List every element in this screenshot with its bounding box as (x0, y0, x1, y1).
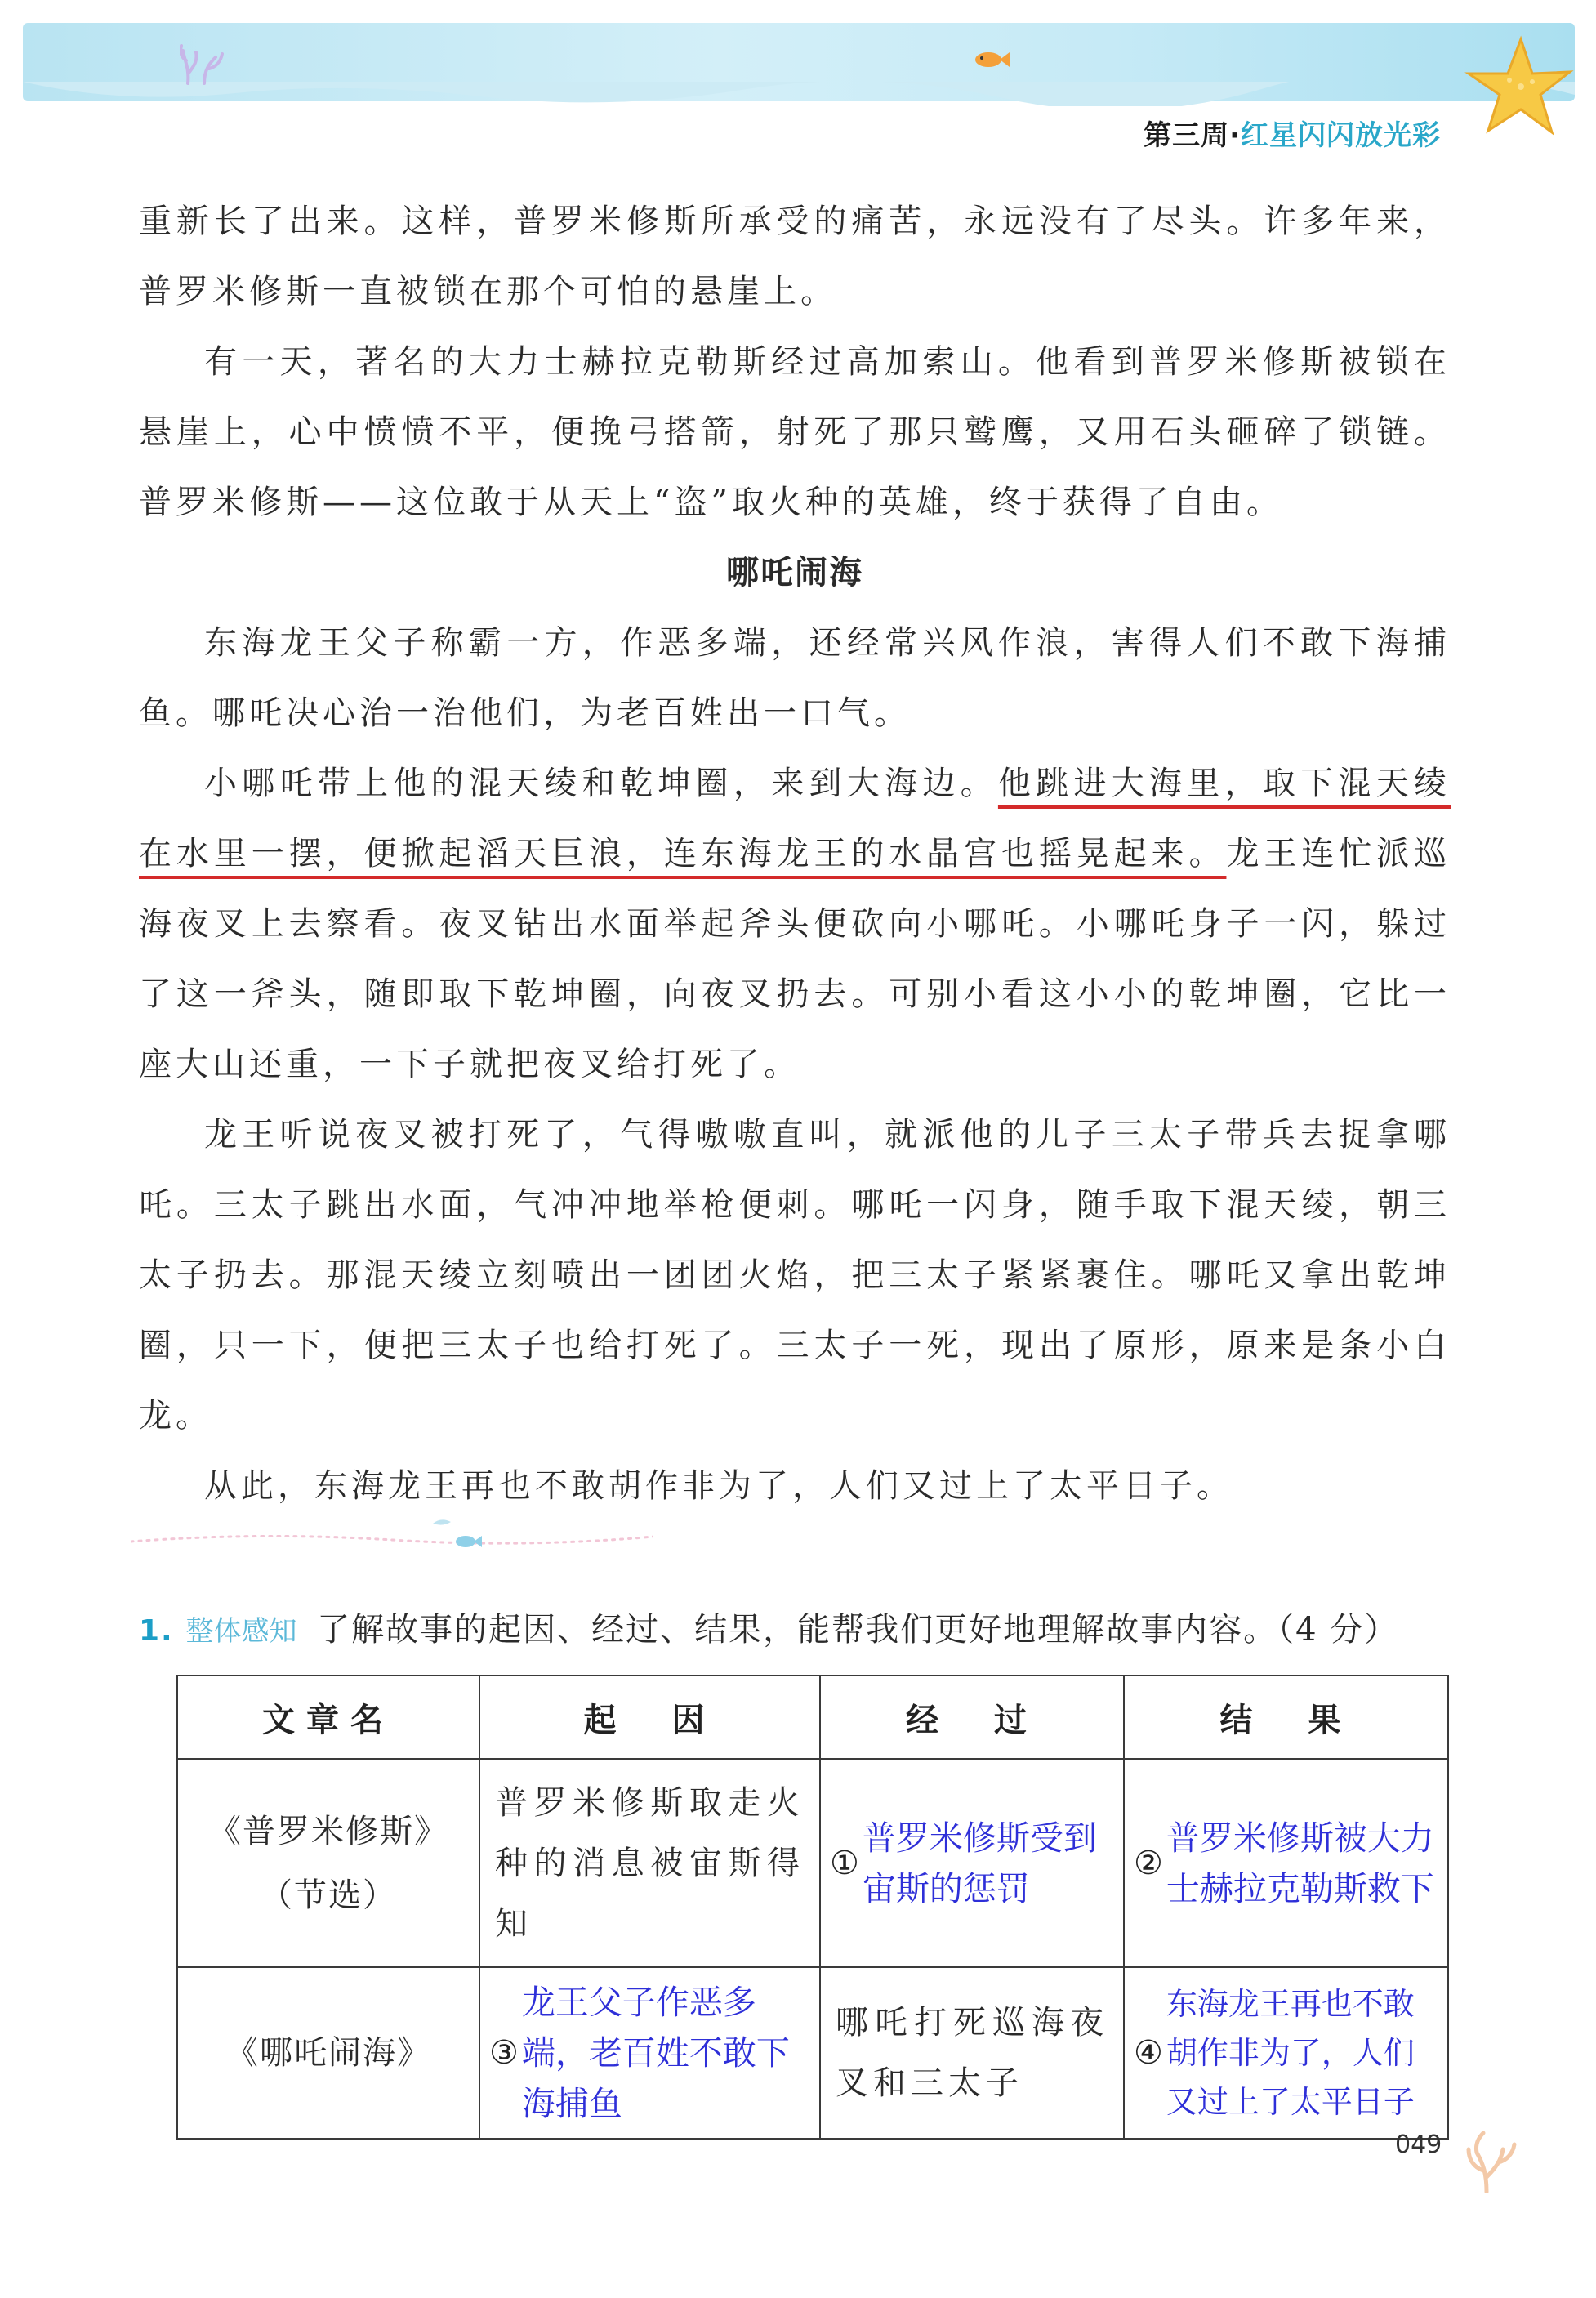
row1-subtitle: （节选） (260, 1876, 397, 1914)
page-number: 049 (1395, 2131, 1442, 2159)
paragraph-6: 从此，东海龙王再也不敢胡作非为了，人们又过上了太平日子。 (204, 1467, 1233, 1505)
reading-passage (139, 186, 1451, 1521)
question-1 (139, 1609, 1462, 1652)
table-row (177, 1759, 1448, 1967)
header-cause: 起 因 (479, 1676, 820, 1759)
dotted-divider (131, 1515, 653, 1556)
paragraph-4-start: 小哪吒带上他的混天绫和乾坤圈，来到大海边。 (204, 765, 998, 802)
starfish-icon (1462, 33, 1576, 139)
story-heading: 哪吒闹海 (726, 554, 863, 591)
paragraph-2: 有一天，著名的大力士赫拉克勒斯经过高加索山。他看到普罗米修斯被锁在悬崖上，心中愤愤不平，便挽弓搭箭，射死了那只鹫鹰，又用石头砸碎了锁链。普罗米修斯——这位敢于从天上“盗”取火种的英雄，终于获得了自由。 (139, 343, 1451, 521)
question-tag: 整体感知 (185, 1615, 297, 1648)
week-label: 第三周 (1144, 119, 1230, 152)
paragraph-4 (139, 748, 1451, 1100)
header-process: 经 过 (820, 1676, 1124, 1759)
row2-result-cell (1124, 1967, 1448, 2139)
coral-icon (1462, 2120, 1519, 2193)
answer-marker-2: ② (1134, 1844, 1163, 1882)
answer-marker-4: ④ (1134, 2034, 1163, 2072)
coral-icon (180, 36, 237, 85)
row1-title-cell (177, 1759, 479, 1967)
row1-title: 《普罗米修斯》 (208, 1812, 448, 1850)
answer-table (176, 1675, 1449, 2140)
title-separator: · (1229, 119, 1241, 152)
underlined-sentence: 他跳进大海里，取下混天绫在水里一摆，便掀起滔天巨浪，连东海龙王的水晶宫也摇晃起来。 (139, 765, 1451, 872)
wave-decoration (23, 82, 1575, 106)
table-row (177, 1967, 1448, 2139)
paragraph-3: 东海龙王父子称霸一方，作恶多端，还经常兴风作浪，害得人们不敢下海捕鱼。哪吒决心治一治他们，为老百姓出一口气。 (139, 624, 1451, 732)
answer-4: 东海龙王再也不敢胡作非为了，人们又过上了太平日子 (1166, 1986, 1415, 2120)
row2-cause-cell (479, 1967, 820, 2139)
header-result: 结 果 (1124, 1676, 1448, 1759)
answer-2: 普罗米修斯被大力士赫拉克勒斯救下 (1166, 1818, 1434, 1908)
paragraph-4-end: 龙王连忙派巡海夜叉上去察看。夜叉钻出水面举起斧头便砍向小哪吒。小哪吒身子一闪，躲过了这一斧头，随即取下乾坤圈，向夜叉扔去。可别小看这小小的乾坤圈，它比一座大山还重，一下子就把夜叉给打死了。 (139, 835, 1451, 1083)
paragraph-1: 重新长了出来。这样，普罗米修斯所承受的痛苦，永远没有了尽头。许多年来，普罗米修斯一直被锁在那个可怕的悬崖上。 (139, 203, 1451, 310)
answer-1: 普罗米修斯受到宙斯的惩罚 (862, 1818, 1097, 1908)
answer-marker-1: ① (830, 1844, 859, 1882)
row2-process: 哪吒打死巡海夜叉和三太子 (820, 1967, 1124, 2139)
question-text: 了解故事的起因、经过、结果，能帮我们更好地理解故事内容。（4 分） (317, 1611, 1399, 1649)
row1-cause: 普罗米修斯取走火种的消息被宙斯得知 (479, 1759, 820, 1967)
paragraph-5: 龙王听说夜叉被打死了，气得嗷嗷直叫，就派他的儿子三太子带兵去捉拿哪吒。三太子跳出水面，气冲冲地举枪便刺。哪吒一闪身，随手取下混天绫，朝三太子扔去。那混天绫立刻喷出一团团火焰，把三太子紧紧裹住。哪吒又拿出乾坤圈，只一下，便把三太子也给打死了。三太子一死，现出了原形，原来是条小白龙。 (139, 1116, 1451, 1435)
theme-label: 红星闪闪放光彩 (1241, 119, 1441, 152)
answer-marker-3: ③ (489, 2034, 519, 2072)
table-header-row (177, 1676, 1448, 1759)
fish-icon (972, 49, 1011, 70)
answer-3: 龙王父子作恶多端，老百姓不敢下海捕鱼 (521, 1983, 790, 2123)
section-title (1144, 113, 1441, 153)
row2-title: 《哪吒闹海》 (177, 1967, 479, 2139)
header-title: 文章名 (177, 1676, 479, 1759)
question-number: 1. (139, 1614, 174, 1648)
row1-process-cell (820, 1759, 1124, 1967)
row1-result-cell (1124, 1759, 1448, 1967)
